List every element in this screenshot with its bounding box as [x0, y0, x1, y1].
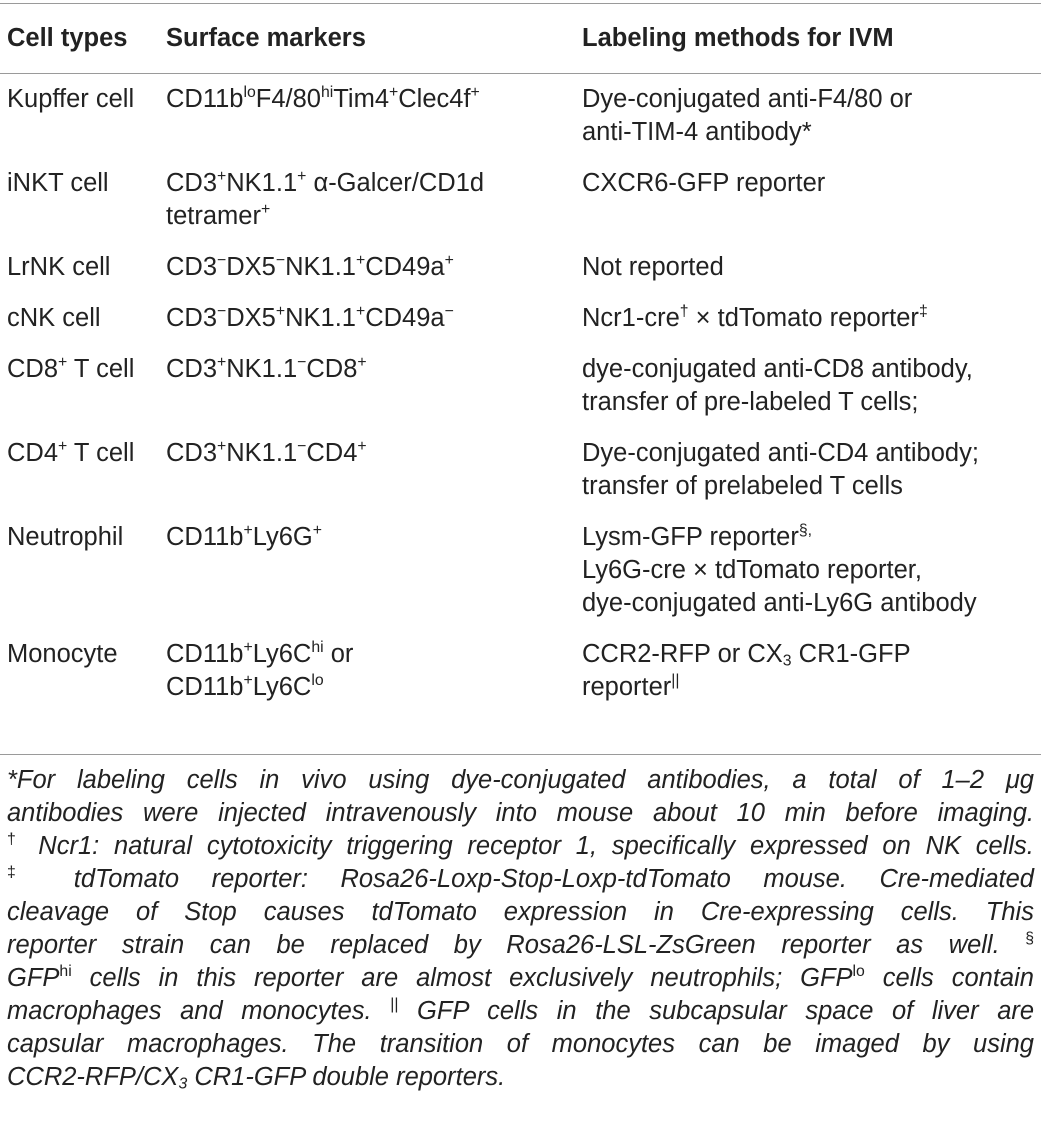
labeling-methods-line: anti-TIM-4 antibody* — [582, 118, 812, 146]
labeling-methods-cell — [582, 629, 1041, 713]
cell-type-cell — [0, 512, 166, 629]
cell-type-cell — [0, 158, 166, 242]
surface-markers-cell — [166, 629, 582, 713]
cell-type-line: CD4+ T cell — [7, 438, 135, 467]
labeling-methods-line: transfer of pre-labeled T cells; — [582, 388, 919, 416]
cell-type-cell — [0, 344, 166, 428]
cell-type-cell — [0, 428, 166, 512]
surface-markers-line: CD11b+Ly6G+ — [166, 522, 322, 551]
cell-type-cell — [0, 629, 166, 713]
labeling-methods-line: Dye-conjugated anti-F4/80 or — [582, 85, 913, 113]
cell-types-table — [0, 4, 1041, 713]
labeling-methods-line: Lysm-GFP reporter§, — [582, 522, 813, 551]
labeling-methods-line: CXCR6-GFP reporter — [582, 169, 826, 197]
labeling-methods-cell — [582, 242, 1041, 293]
labeling-methods-cell — [582, 73, 1041, 158]
table-row — [0, 293, 1041, 344]
cell-type-line: LrNK cell — [7, 253, 111, 281]
surface-markers-line: CD3+NK1.1−CD8+ — [166, 354, 367, 383]
cell-type-cell — [0, 73, 166, 158]
surface-markers-line: CD3+NK1.1−CD4+ — [166, 438, 367, 467]
table-row — [0, 428, 1041, 512]
footnote-line: ‡ tdTomato reporter: Rosa26-Loxp-Stop-Loxp-tdTomato mouse. Cre-mediated — [7, 864, 1034, 893]
surface-markers-line: CD3−DX5+NK1.1+CD49a− — [166, 303, 454, 332]
table-row — [0, 344, 1041, 428]
labeling-methods-line: Ncr1-cre† × tdTomato reporter‡ — [582, 303, 928, 332]
footnote-line: capsular macrophages. The transition of monocytes can be imaged by using — [7, 1030, 1034, 1058]
surface-markers-line: CD3+NK1.1+ α-Galcer/CD1d — [166, 168, 485, 197]
table-row — [0, 242, 1041, 293]
cell-type-cell — [0, 293, 166, 344]
surface-markers-cell — [166, 242, 582, 293]
labeling-methods-line: transfer of prelabeled T cells — [582, 472, 903, 500]
labeling-methods-line: dye-conjugated anti-Ly6G antibody — [582, 589, 977, 617]
cell-type-line: Kupffer cell — [7, 85, 135, 113]
surface-markers-cell — [166, 512, 582, 629]
footnote-line: $CCR2-RFP/CX_3$ CR1-GFP double reporters. — [7, 1063, 506, 1093]
labeling-methods-cell — [582, 158, 1041, 242]
surface-markers-line: $CD11b^+Ly6C^{hi}$ or — [166, 639, 354, 668]
surface-markers-cell — [166, 73, 582, 158]
labeling-methods-line: Not reported — [582, 253, 724, 281]
footnote-line: antibodies were injected intravenously into mouse about 10 min before imaging. — [7, 799, 1035, 827]
footnote-line: cleavage of Stop causes tdTomato expression in Cre-expressing cells. This — [7, 898, 1034, 926]
surface-markers-line: $CD11b^{lo}F4/80^{hi}Tim4^+Clec4f^+$ — [166, 84, 480, 113]
labeling-methods-cell — [582, 512, 1041, 629]
surface-markers-line: tetramer+ — [166, 201, 271, 230]
table-row — [0, 629, 1041, 713]
cell-type-line: cNK cell — [7, 304, 101, 332]
header-surface-markers: Surface markers — [166, 24, 366, 52]
surface-markers-cell — [166, 344, 582, 428]
surface-markers-cell — [166, 293, 582, 344]
footnote-line: macrophages and monocytes. || GFP cells in the subcapsular space of liver are — [7, 996, 1035, 1025]
labeling-methods-line: dye-conjugated anti-CD8 antibody, — [582, 355, 973, 383]
table-row — [0, 73, 1041, 158]
cell-type-line: Neutrophil — [7, 523, 124, 551]
footnote-line: † Ncr1: natural cytotoxicity triggering receptor 1, specifically expressed on NK cells. — [7, 831, 1034, 860]
labeling-methods-line: CCR2-RFP or $CX_3$ CR1-GFP — [582, 640, 911, 670]
labeling-methods-line: reporter|| — [582, 672, 680, 701]
table-row — [0, 512, 1041, 629]
table-footnotes — [7, 764, 1034, 1094]
labeling-methods-line: Dye-conjugated anti-CD4 antibody; — [582, 439, 979, 467]
cell-type-cell — [0, 242, 166, 293]
cell-type-line: CD8+ T cell — [7, 354, 135, 383]
cell-type-line: Monocyte — [7, 640, 118, 668]
labeling-methods-cell — [582, 293, 1041, 344]
labeling-methods-cell — [582, 344, 1041, 428]
cell-type-line: iNKT cell — [7, 169, 109, 197]
surface-markers-line: $CD11b^+Ly6C^{lo}$ — [166, 672, 324, 701]
header-cell-types: Cell types — [7, 24, 128, 52]
surface-markers-line: CD3−DX5−NK1.1+CD49a+ — [166, 252, 454, 281]
footnote-line: $GFP^{hi}$ cells in this reporter are almost exclusively neutrophils; $GFP^{lo}$ cells contain — [7, 963, 1034, 992]
labeling-methods-line: Ly6G-cre × tdTomato reporter, — [582, 556, 922, 584]
header-labeling-methods: Labeling methods for IVM — [582, 24, 894, 52]
bottom-rule — [0, 754, 1041, 755]
header-row — [0, 4, 1041, 73]
surface-markers-cell — [166, 158, 582, 242]
footnote-line: *For labeling cells in vivo using dye-conjugated antibodies, a total of 1–2 μg — [7, 766, 1034, 794]
labeling-methods-cell — [582, 428, 1041, 512]
surface-markers-cell — [166, 428, 582, 512]
table-row — [0, 158, 1041, 242]
footnote-line: reporter strain can be replaced by Rosa26-LSL-ZsGreen reporter as well. § — [7, 930, 1035, 959]
